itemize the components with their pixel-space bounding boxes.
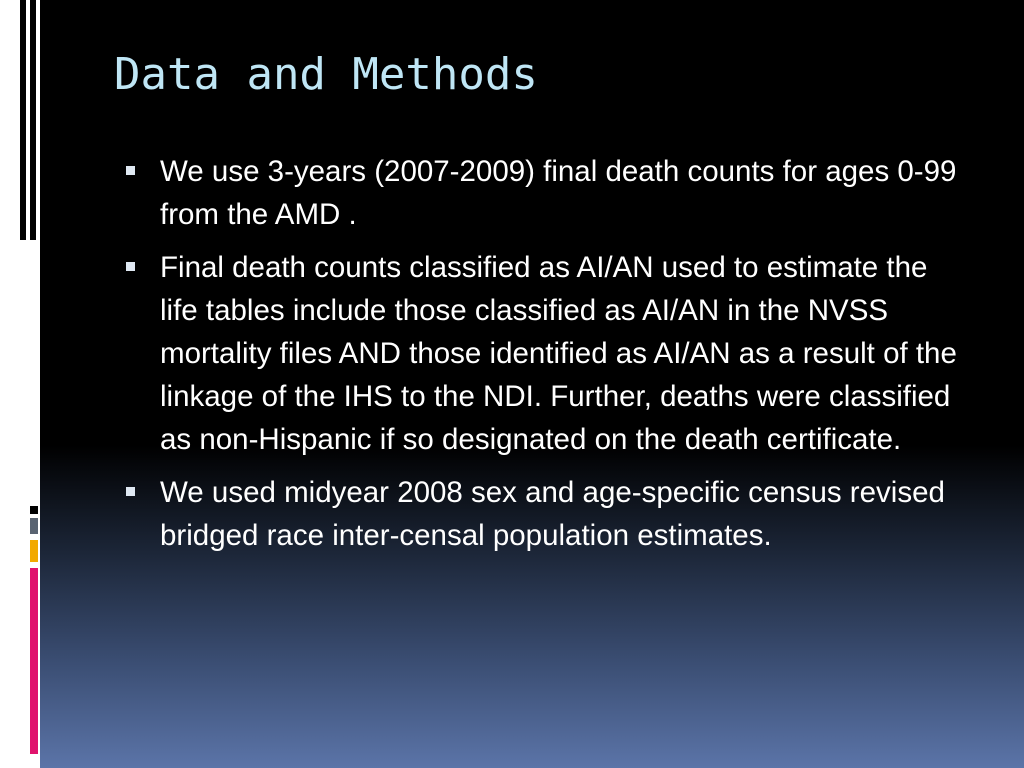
- bullet-text: We use 3-years (2007-2009) final death counts for ages 0-99 from the AMD .: [160, 155, 957, 231]
- bullet-item: [122, 246, 962, 461]
- bullet-item: [122, 471, 962, 557]
- decorative-bar-pink: [30, 568, 38, 754]
- decorative-bar-dark: [20, 0, 26, 240]
- bullet-text: Final death counts classified as AI/AN used to estimate the life tables include those classified as AI/AN in the NVSS mortality files AND those identified as AI/AN as a result of the linkage of the IHS to the NDI. Further, deaths were classified as non-Hispanic if so designated on the death certificate.: [160, 251, 957, 456]
- slide: [40, 0, 1024, 768]
- bullet-item: [122, 150, 962, 236]
- bullet-text: We used midyear 2008 sex and age-specific census revised bridged race inter-censal population estimates.: [160, 476, 945, 552]
- decorative-bar-dark: [30, 0, 36, 240]
- slide-title: Data and Methods: [114, 49, 538, 100]
- bullet-list: [122, 150, 962, 567]
- square-bullet-icon: [126, 166, 135, 175]
- decorative-bar-amber: [30, 540, 38, 562]
- square-bullet-icon: [126, 262, 135, 271]
- decorative-bar-black: [30, 506, 38, 514]
- square-bullet-icon: [126, 487, 135, 496]
- left-decorative-strip: [0, 0, 40, 768]
- decorative-bar-gray: [30, 518, 38, 534]
